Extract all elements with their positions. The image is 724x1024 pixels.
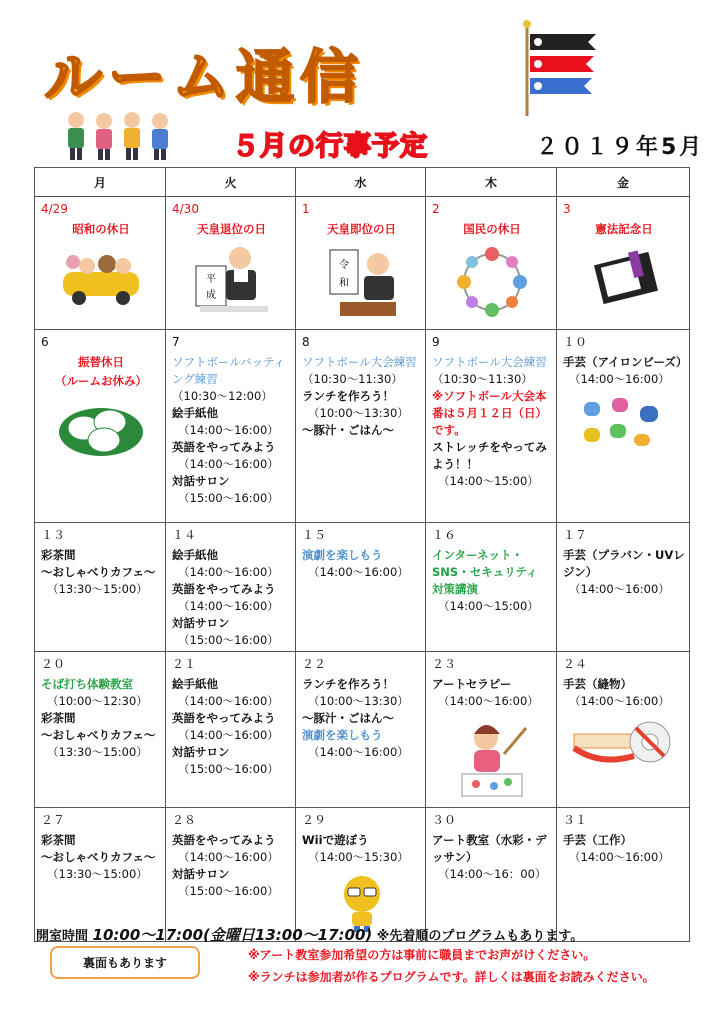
svg-text:平: 平 xyxy=(205,274,216,285)
event-line: （14:00～16:00） xyxy=(308,565,409,579)
calendar-row-week-5 xyxy=(35,808,690,942)
event-line: アートセラピー xyxy=(432,677,512,691)
event-line: 英語をやってみよう xyxy=(172,833,276,847)
lunch-note: ※ランチは参加者が作るプログラムです。詳しくは裏面をお読みください。 xyxy=(248,970,655,984)
day-cell-week-5-thu xyxy=(426,808,557,942)
holiday-label: （ルームお休み） xyxy=(55,374,147,388)
event-line: ソフトボール大会練習 xyxy=(432,355,547,369)
event-line: （14:00～16：00） xyxy=(438,867,547,881)
day-cell-week-5-fri xyxy=(557,808,690,942)
calendar-row-week-3 xyxy=(35,523,690,652)
event-line: （10:00～12:30） xyxy=(47,694,148,708)
day-cell-week-4-thu xyxy=(426,652,557,808)
weekday-header-row xyxy=(35,168,690,197)
day-number: 4/29 xyxy=(41,202,68,216)
event-line: （14:00～16:00） xyxy=(178,457,279,471)
event-line: （14:00～16:00） xyxy=(178,565,279,579)
event-line: ～おしゃべりカフェ～ xyxy=(41,728,156,742)
day-number: １６ xyxy=(432,528,457,542)
constitution-book-illustration xyxy=(563,244,685,311)
year-month: ２０１９年5月 xyxy=(536,135,705,160)
event-line: （15:00～16:00） xyxy=(178,762,279,776)
event-line: 手芸（縫物） xyxy=(563,677,632,691)
event-line: 英語をやってみよう xyxy=(172,711,276,725)
event-line: ランチを作ろう！ xyxy=(302,389,394,403)
day-number: ２８ xyxy=(172,813,197,827)
event-line: そば打ち体験教室 xyxy=(41,677,133,691)
event-line: （10:30～11:30） xyxy=(302,372,403,386)
weekday-thu: 木 xyxy=(426,168,557,197)
day-number: ３１ xyxy=(563,813,588,827)
hours-note: ※先着順のプログラムもあります。 xyxy=(376,929,584,944)
event-line: 絵手紙他 xyxy=(172,406,218,420)
koinobori-icon xyxy=(518,18,602,118)
day-number: 9 xyxy=(432,335,440,349)
event-line: 彩茶間 xyxy=(41,833,76,847)
event-line: （14:00～16:00） xyxy=(569,372,670,386)
day-cell-week-5-wed xyxy=(296,808,426,942)
day-number: ２１ xyxy=(172,657,197,671)
event-line: 手芸（プラバン・UVレジン） xyxy=(563,548,685,579)
event-line: （13:30～15:00） xyxy=(47,867,148,881)
day-cell-week-1-mon xyxy=(35,197,166,330)
day-cell-week-5-mon xyxy=(35,808,166,942)
event-line: （14:00～16:00） xyxy=(178,850,279,864)
calendar-table xyxy=(34,167,690,942)
back-side-notice: 裏面もあります xyxy=(50,946,200,979)
svg-text:和: 和 xyxy=(338,278,349,289)
ferris-wheel-illustration xyxy=(432,244,552,327)
day-cell-week-3-mon xyxy=(35,523,166,652)
event-line: 手芸（工作） xyxy=(563,833,632,847)
painting-girl-illustration xyxy=(432,716,552,805)
event-line: ※ソフトボール大会本番は５月１２日（日）です。 xyxy=(432,389,547,437)
event-line: 絵手紙他 xyxy=(172,677,218,691)
event-line: （14:00～16:00） xyxy=(178,423,279,437)
event-line: ～豚汁・ごはん～ xyxy=(302,423,394,437)
day-number: １７ xyxy=(563,528,588,542)
day-number: ２７ xyxy=(41,813,66,827)
ribbon-tape-illustration xyxy=(563,716,685,781)
day-number: 1 xyxy=(302,202,310,216)
event-line: 対話サロン xyxy=(172,616,230,630)
event-line: 対話サロン xyxy=(172,745,230,759)
page-title: ルーム通信 xyxy=(44,43,365,111)
day-cell-week-3-thu xyxy=(426,523,557,652)
day-cell-week-3-fri xyxy=(557,523,690,652)
event-line: （15:00～16:00） xyxy=(178,633,279,647)
event-line: （15:00～16:00） xyxy=(178,884,279,898)
day-number: ２４ xyxy=(563,657,588,671)
day-cell-week-2-mon xyxy=(35,330,166,523)
day-cell-week-4-fri xyxy=(557,652,690,808)
event-line: （10:00～13:30） xyxy=(308,406,409,420)
day-cell-week-1-thu xyxy=(426,197,557,330)
event-line: （13:30～15:00） xyxy=(47,582,148,596)
event-line: （10:30～11:30） xyxy=(432,372,533,386)
event-line: （14:00～15:00） xyxy=(438,474,539,488)
event-line: ストレッチをやってみよう！！ xyxy=(432,440,547,471)
event-line: （14:00～16:00） xyxy=(178,599,279,613)
day-cell-week-1-fri xyxy=(557,197,690,330)
event-line: ランチを作ろう！ xyxy=(302,677,394,691)
event-line: ソフトボール大会練習 xyxy=(302,355,417,369)
event-line: アート教室（水彩・デッサン） xyxy=(432,833,547,864)
event-line: 演劇を楽しもう xyxy=(302,728,383,742)
event-line: 手芸（アイロンビーズ） xyxy=(563,355,688,369)
day-number: ３０ xyxy=(432,813,457,827)
day-number: ２２ xyxy=(302,657,327,671)
weekday-wed: 水 xyxy=(296,168,426,197)
day-cell-week-4-wed xyxy=(296,652,426,808)
event-line: 対話サロン xyxy=(172,867,230,881)
family-car-illustration xyxy=(41,244,161,311)
event-line: ～豚汁・ごはん～ xyxy=(302,711,394,725)
event-line: 彩茶間 xyxy=(41,548,76,562)
event-line: （14:00～15:00） xyxy=(438,599,539,613)
event-line: ～おしゃべりカフェ～ xyxy=(41,565,156,579)
day-number: ２９ xyxy=(302,813,327,827)
event-line: （10:30～12:00） xyxy=(172,389,273,403)
svg-text:令: 令 xyxy=(338,260,349,271)
event-line: （14:00～16:00） xyxy=(569,850,670,864)
event-line: （14:00～16:00） xyxy=(308,745,409,759)
svg-text:成: 成 xyxy=(205,290,216,301)
day-cell-week-3-tue xyxy=(166,523,296,652)
hours-value: 10:00～17:00(金曜日13:00～17:00) xyxy=(92,926,373,944)
calendar-row-week-4 xyxy=(35,652,690,808)
calendar-row-week-2 xyxy=(35,330,690,523)
day-cell-week-2-tue xyxy=(166,330,296,523)
day-cell-week-2-thu xyxy=(426,330,557,523)
day-number: ２０ xyxy=(41,657,66,671)
weekday-mon: 月 xyxy=(35,168,166,197)
event-line: （15:00～16:00） xyxy=(178,491,279,505)
event-line: Wiiで遊ぼう xyxy=(302,833,369,847)
day-number: １５ xyxy=(302,528,327,542)
event-line: 対策講演 xyxy=(432,582,478,596)
holiday-label: 昭和の休日 xyxy=(72,222,130,236)
event-line: 英語をやってみよう xyxy=(172,582,276,596)
holiday-label: 天皇退位の日 xyxy=(197,222,266,236)
event-line: （13:30～15:00） xyxy=(47,745,148,759)
event-line: 絵手紙他 xyxy=(172,548,218,562)
event-line: 演劇を楽しもう xyxy=(302,548,383,562)
weekday-tue: 火 xyxy=(166,168,296,197)
opening-hours xyxy=(36,924,583,945)
holiday-label: 天皇即位の日 xyxy=(327,222,396,236)
day-number: 8 xyxy=(302,335,310,349)
event-line: （14:00～16:00） xyxy=(178,728,279,742)
weekday-fri: 金 xyxy=(557,168,690,197)
holiday-label: 振替休日 xyxy=(78,355,124,369)
month-subtitle: ５月の行事予定 xyxy=(232,131,428,162)
event-line: ～おしゃべりカフェ～ xyxy=(41,850,156,864)
day-number: １３ xyxy=(41,528,66,542)
day-cell-week-2-wed xyxy=(296,330,426,523)
event-line: ソフトボールバッティング練習 xyxy=(172,355,286,386)
day-number: １４ xyxy=(172,528,197,542)
event-line: （10:00～13:30） xyxy=(308,694,409,708)
event-line: （14:00～16:00） xyxy=(569,582,670,596)
event-line: （14:00～16:00） xyxy=(569,694,670,708)
kashiwa-mochi-illustration xyxy=(41,396,161,465)
day-cell-week-1-tue xyxy=(166,197,296,330)
heisei-sign-illustration xyxy=(172,244,291,319)
day-number: 2 xyxy=(432,202,440,216)
day-number: １０ xyxy=(563,335,588,349)
holiday-label: 憲法記念日 xyxy=(595,222,653,236)
day-cell-week-4-tue xyxy=(166,652,296,808)
day-cell-week-1-wed xyxy=(296,197,426,330)
event-line: SNS・セキュリティ xyxy=(432,565,538,579)
event-line: （14:00～15:30） xyxy=(308,850,409,864)
day-cell-week-5-tue xyxy=(166,808,296,942)
holiday-label: 国民の休日 xyxy=(463,222,521,236)
day-number: ２３ xyxy=(432,657,457,671)
day-cell-week-4-mon xyxy=(35,652,166,808)
children-walking-illustration xyxy=(62,110,178,162)
iron-beads-illustration xyxy=(563,394,685,459)
reiwa-sign-illustration xyxy=(302,244,421,323)
day-number: 7 xyxy=(172,335,180,349)
hours-label: 開室時間 xyxy=(36,929,89,944)
event-line: 英語をやってみよう xyxy=(172,440,276,454)
day-number: 3 xyxy=(563,202,571,216)
art-class-note: ※アート教室参加希望の方は事前に職員までお声がけください。 xyxy=(248,948,596,962)
event-line: （14:00～16:00） xyxy=(178,694,279,708)
day-number: 4/30 xyxy=(172,202,199,216)
calendar-row-week-1 xyxy=(35,197,690,330)
event-line: インターネット・ xyxy=(432,548,523,562)
day-cell-week-2-fri xyxy=(557,330,690,523)
event-line: （14:00～16:00） xyxy=(438,694,539,708)
event-line: 彩茶間 xyxy=(41,711,76,725)
event-line: 対話サロン xyxy=(172,474,230,488)
day-cell-week-3-wed xyxy=(296,523,426,652)
day-number: 6 xyxy=(41,335,49,349)
